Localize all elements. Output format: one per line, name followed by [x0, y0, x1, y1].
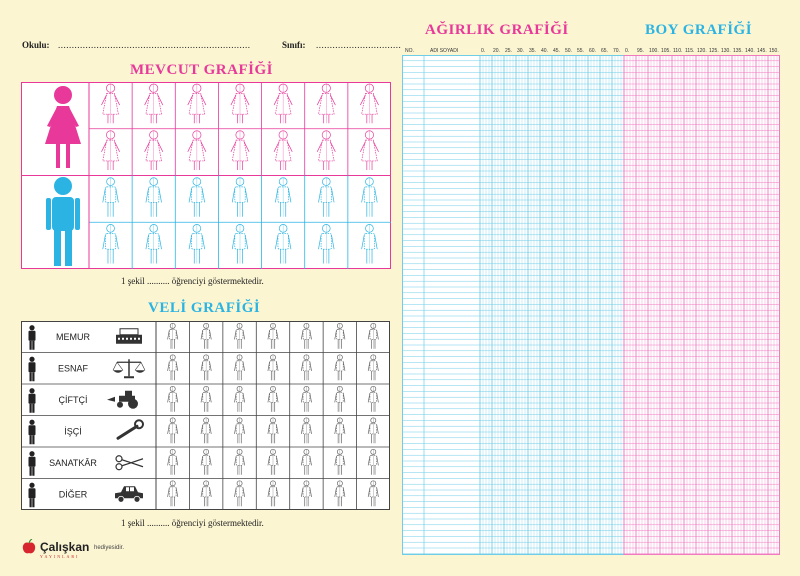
- weight-scale-label: 70.: [613, 48, 620, 54]
- veli-row-label: SANATKÂR: [49, 457, 97, 468]
- school-label: Okulu:: [22, 40, 50, 50]
- weight-scale-label: 50.: [565, 48, 572, 54]
- weight-scale-label: 35.: [529, 48, 536, 54]
- height-scale-label: 105.: [661, 48, 671, 54]
- veli-row-label: İŞÇİ: [64, 426, 82, 437]
- growth-grid[interactable]: [402, 55, 780, 555]
- weight-scale-label: 20.: [493, 48, 500, 54]
- col-name: ADI SOYADI: [430, 48, 459, 54]
- height-scale-label: 150.: [769, 48, 779, 54]
- height-scale-label: 135.: [733, 48, 743, 54]
- agirlik-title: AĞIRLIK GRAFİĞİ: [425, 22, 569, 38]
- weight-scale-label: 60.: [589, 48, 596, 54]
- height-scale-label: 125.: [709, 48, 719, 54]
- veli-row-label: ESNAF: [57, 363, 89, 374]
- gift-text: hediyesidir.: [94, 545, 125, 551]
- height-scale-label: 115.: [685, 48, 695, 54]
- boy-title: BOY GRAFİĞİ: [645, 22, 753, 38]
- veli-chart: [21, 321, 390, 516]
- class-field[interactable]: ...............................: [316, 40, 402, 50]
- mevcut-title: MEVCUT GRAFİĞİ: [130, 62, 273, 78]
- apple-icon: [22, 539, 36, 555]
- weight-scale-label: 40.: [541, 48, 548, 54]
- school-field[interactable]: ......................................................................: [58, 40, 251, 50]
- veli-row-label: MEMUR: [56, 331, 90, 342]
- height-scale-label: 140.: [745, 48, 755, 54]
- weight-scale-label: 45.: [553, 48, 560, 54]
- veli-grid: [21, 321, 390, 511]
- height-scale-label: 145.: [757, 48, 767, 54]
- weight-scale-label: 55.: [577, 48, 584, 54]
- mevcut-chart: [21, 82, 391, 269]
- weight-scale-label: 0.: [481, 48, 486, 54]
- height-scale-label: 130.: [721, 48, 731, 54]
- col-no: NO.: [405, 48, 414, 54]
- height-scale-label: 110.: [673, 48, 683, 54]
- veli-title: VELİ GRAFİĞİ: [148, 300, 261, 316]
- mevcut-grid: [21, 82, 391, 269]
- class-label: Sınıfı:: [282, 40, 306, 50]
- weight-scale-label: 30.: [517, 48, 524, 54]
- height-scale-label: 120.: [697, 48, 707, 54]
- height-scale-label: 0.: [625, 48, 630, 54]
- veli-note: 1 şekil .......... öğrenciyi göstermektedir.: [121, 518, 264, 528]
- veli-row-label: DİĞER: [58, 489, 88, 500]
- weight-scale-label: 65.: [601, 48, 608, 54]
- mevcut-note: 1 şekil .......... öğrenciyi göstermektedir.: [121, 276, 264, 286]
- height-scale-label: 95.: [637, 48, 644, 54]
- weight-scale-label: 25.: [505, 48, 512, 54]
- height-scale-label: 100.: [649, 48, 659, 54]
- growth-chart: [402, 55, 780, 560]
- brand-name: Çalışkan: [40, 540, 90, 554]
- brand-sub: YAYINLARI: [40, 554, 80, 559]
- veli-row-label: ÇİFTÇİ: [58, 394, 88, 405]
